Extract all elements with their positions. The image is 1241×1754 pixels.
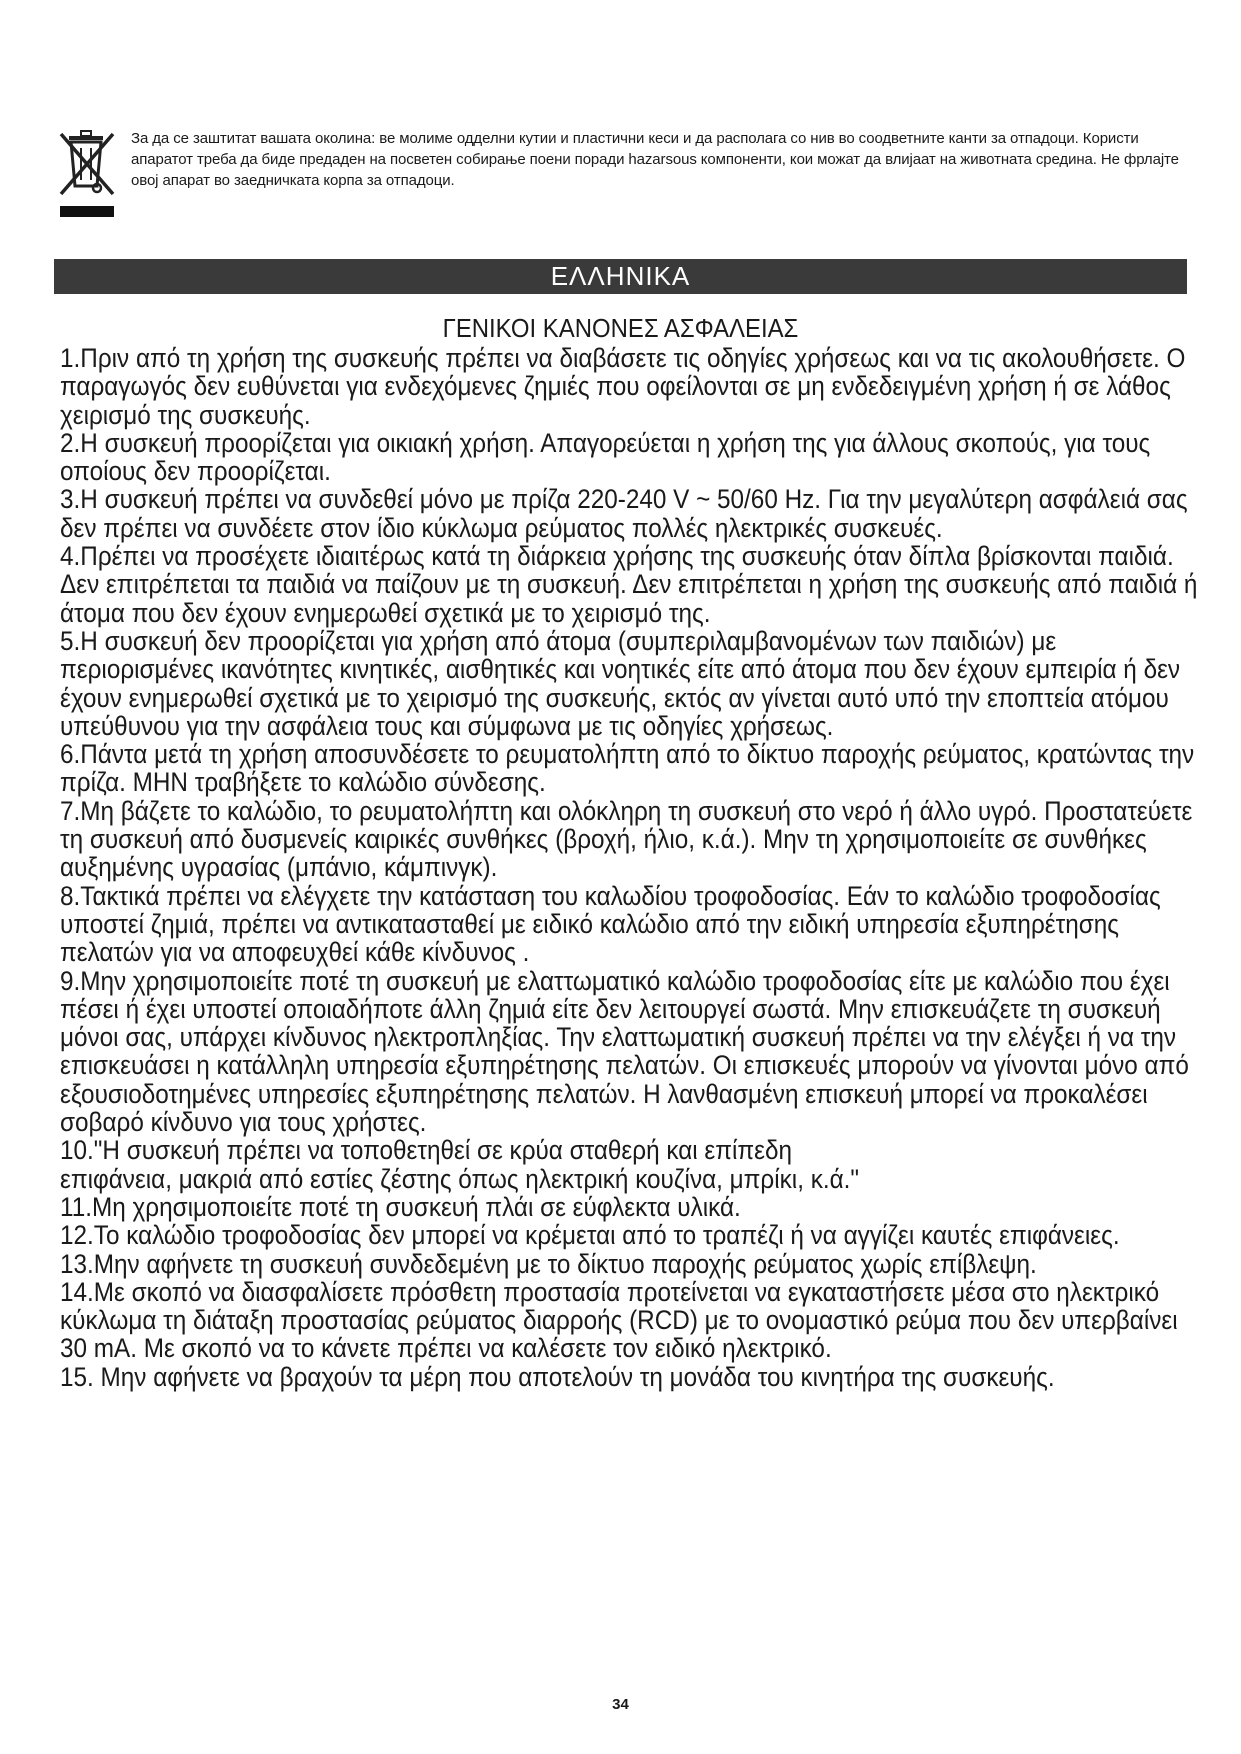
safety-rule: 11.Μη χρησιμοποιείτε ποτέ τη συσκευή πλάι σε εύφλεκτα υλικά. xyxy=(60,1191,741,1222)
weee-disposal-notice xyxy=(55,124,1190,224)
safety-rule: 1.Πριν από τη χρήση της συσκευής πρέπει να διαβάσετε τις οδηγίες χρήσεως και να τις ακολουθήσετε. Ο παραγωγός δεν ευθύνεται για ενδεχόμενες ζημιές που οφείλονται σε μη ενδεδειγμένη χρήση ή σε λάθος χειρισμό της συσκευής. xyxy=(60,343,1186,430)
safety-rule: 3.Η συσκευή πρέπει να συνδεθεί μόνο με πρίζα 220-240 V ~ 50/60 Hz. Για την μεγαλύτερη ασφάλειά σας δεν πρέπει να συνδέετε στον ίδιο κύκλωμα ρεύματος πολλές ηλεκτρικές συσκευές. xyxy=(60,484,1188,543)
safety-rule: 7.Μη βάζετε το καλώδιο, το ρευματολήπτη και ολόκληρη τη συσκευή στο νερό ή άλλο υγρό. Προστατεύετε τη συσκευή από δυσμενείς καιρικές συνθήκες (βροχή, ήλιο, κ.ά.). Μην τη χρησιμοποιείτε σε συνθήκες αυξημένης υγρασίας (μπάνιο, κάμπινγκ). xyxy=(60,795,1193,883)
safety-rule: 13.Μην αφήνετε τη συσκευή συνδεδεμένη με το δίκτυο παροχής ρεύματος χωρίς επίβλεψη. xyxy=(60,1248,1037,1279)
safety-rule: 5.Η συσκευή δεν προορίζεται για χρήση από άτομα (συμπεριλαμβανομένων των παιδιών) με περιορισμένες ικανότητες κινητικές, αισθητικές και νοητικές είτε από άτομα που δεν έχουν εμπειρία ή δεν έχουν ενημερωθεί σχετικά με το χειρισμό της συσκευής, εκτός αν γίνεται αυτό υπό την εποπτεία ατόμου υπεύθυνου για την ασφάλεια τους και σύμφωνα με τις οδηγίες χρήσεως. xyxy=(60,625,1181,741)
weee-notice-text: За да се заштитат вашата околина: ве молиме одделни кутии и пластични кеси и да располага со нив во соодветните канти за отпадоци. Користи апаратот треба да биде предаден на посветен собирање поени поради hazarsous компоненти, кои можат да влијаат на животната средина. Не фрлајте овој апарат во заедничката корпа за отпадоци. xyxy=(131,130,1179,189)
safety-rule: 2.Η συσκευή προορίζεται για οικιακή χρήση. Απαγορεύεται η χρήση της για άλλους σκοπούς, για τους οποίους δεν προορίζεται. xyxy=(60,427,1151,487)
language-banner: ΕΛΛΗΝΙΚΑ xyxy=(54,259,1187,294)
safety-rule: 6.Πάντα μετά τη χρήση αποσυνδέσετε το ρευματολήπτη από το δίκτυο παροχής ρεύματος, κρατώντας την πρίζα. ΜΗΝ τραβήξετε το καλώδιο σύνδεσης. xyxy=(60,739,1195,798)
safety-rule: 8.Τακτικά πρέπει να ελέγχετε την κατάσταση του καλωδίου τροφοδοσίας. Εάν το καλώδιο τροφοδοσίας υποστεί ζημιά, πρέπει να αντικατασταθεί με ειδικό καλώδιο από την ειδική υπηρεσία εξυπηρέτησης πελατών για να αποφευχθεί κάθε κίνδυνος . xyxy=(60,880,1161,968)
safety-rule: 14.Με σκοπό να διασφαλίσετε πρόσθετη προστασία προτείνεται να εγκαταστήσετε μέσα στο ηλεκτρικό κύκλωμα τη διάταξη προστασίας ρεύματος διαρροής (RCD) με το ονομαστικό ρεύμα που δεν υπερβαίνει 30 mA. Με σκοπό να το κάνετε πρέπει να καλέσετε τον ειδικό ηλεκτρικό. xyxy=(60,1276,1178,1364)
safety-rule: 15. Μην αφήνετε να βραχούν τα μέρη που αποτελούν τη μονάδα του κινητήρα της συσκευής. xyxy=(60,1361,1055,1392)
section-title: ΓΕΝΙΚΟΙ ΚΑΝΟΝΕΣ ΑΣΦΑΛΕΙΑΣ xyxy=(442,313,799,343)
safety-rule: 4.Πρέπει να προσέχετε ιδιαιτέρως κατά τη διάρκεια χρήσης της συσκευής όταν δίπλα βρίσκονται παιδιά. Δεν επιτρέπεται τα παιδιά να παίζουν με τη συσκευή. Δεν επιτρέπεται η χρήση της συσκευής από παιδιά ή άτομα που δεν έχουν ενημερωθεί σχετικά με το χειρισμό της. xyxy=(60,541,1198,628)
safety-rule: 12.Το καλώδιο τροφοδοσίας δεν μπορεί να κρέμεται από το τραπέζι ή να αγγίζει καυτές επιφάνειες. xyxy=(60,1220,1120,1251)
page-number: 34 xyxy=(612,1696,629,1713)
crossed-out-wheelie-bin-icon xyxy=(59,128,115,220)
safety-rule: 10."Η συσκευή πρέπει να τοποθετηθεί σε κρύα σταθερή και επίπεδη επιφάνεια, μακριά από εστίες ζέστης όπως ηλεκτρική κουζίνα, μπρίκι, κ.ά." xyxy=(60,1135,860,1194)
safety-rule: 9.Μην χρησιμοποιείτε ποτέ τη συσκευή με ελαττωματικό καλώδιο τροφοδοσίας είτε με καλώδιο που έχει πέσει ή έχει υποστεί οποιαδήποτε άλλη ζημιά είτε δεν λειτουργεί σωστά. Μην επισκευάζετε τη συσκευή μόνοι σας, υπάρχει κίνδυνος ηλεκτροπληξίας. Την ελαττωματική συσκευή πρέπει να την ελέγξει ή να την επισκευάσει η κατάλληλη υπηρεσία εξυπηρέτησης πελατών. Οι επισκευές μπορούν να γίνονται μόνο από εξουσιοδοτημένες υπηρεσίες εξυπηρέτησης πελατών. Η λανθασμένη επισκευή μπορεί να προκαλέσει σοβαρό κίνδυνο για τους χρήστες. xyxy=(60,965,1189,1138)
safety-rules-list xyxy=(60,344,1199,1391)
